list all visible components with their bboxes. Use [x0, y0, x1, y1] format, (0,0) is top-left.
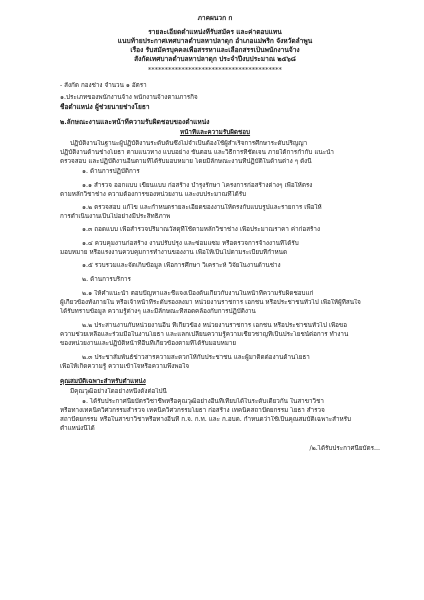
continued-marker: /๒.ได้รับประกาศนียบัตร...: [309, 445, 380, 452]
duty-2-2-c: ของหน่วยงานและปฏิบัติหน้าที่อื่นที่เกี่ยวข้องตามที่ได้รับมอบหมาย: [60, 340, 237, 347]
duty-2-1-b: ผู้เกี่ยวข้องทั้งภายใน หรือเจ้าหน้าที่ระดับรองลงมา หน่วยงานราชการ เอกชน หรือประชาชนทั่วไป เพื่อให้ผู้ที่สนใจ: [60, 299, 361, 306]
duty-1-1-a: ๑.๑ สำรวจ ออกแบบ เขียนแบบ ก่อสร้าง บำรุงรักษา โครงการก่อสร้างต่างๆ เพื่อให้ตรง: [82, 182, 313, 189]
duty-1-2-a: ๑.๒ ตรวจสอบ แก้ไข และกำหนดรายละเอียดของงานให้ตรงกับแบบรูปและรายการ เพื่อให้: [82, 204, 322, 211]
duty-2-3-a: ๒.๓ ประชาสัมพันธ์ข่าวสารความสะดวกให้กับประชาชน และผู้มาติดต่องานด้านโยธา: [82, 354, 310, 361]
qualifications-intro: มีคุณวุฒิอย่างใดอย่างหนึ่งดังต่อไปนี้: [70, 388, 167, 395]
employee-type: ๑.ประเภทของพนักงานจ้าง พนักงานจ้างตามภารกิจ: [60, 94, 198, 101]
duty-2-2-b: ความช่วยเหลือและร่วมมือในงานโยธา และแลกเปลี่ยนความรู้ความเชี่ยวชาญที่เป็นประโยชน์ต่อการ ทำงาน: [60, 331, 349, 338]
duties-subheading: หน้าที่และความรับผิดชอบ: [179, 129, 251, 136]
header-line-4: สังกัดเทศบาลตำบลหาปลาดุก ประจำปีงบประมาณ ๒๕๖๘: [134, 55, 296, 63]
position-unit: - สังกัด กองช่าง จำนวน ๑ อัตรา: [60, 82, 147, 89]
duty-1-2-b: การดำเนินงานเป็นไปอย่างมีประสิทธิภาพ: [60, 213, 171, 220]
duty-1-4-a: ๑.๔ ควบคุมงานก่อสร้าง งานปรับปรุง และซ่อมแซม หรือตรวจการจ้างงานที่ได้รับ: [82, 240, 299, 247]
header-line-1: รายละเอียดตำแหน่งที่รับสมัคร และค่าตอบแทน: [148, 28, 282, 36]
header-line-3: เรื่อง รับสมัครบุคคลเพื่อสรรหาและเลือกสรรเป็นพนักงานจ้าง: [130, 46, 300, 54]
duties-intro-1: ปฏิบัติงานในฐานะผู้ปฏิบัติงานระดับต้นซึ่งไม่จำเป็นต้องใช้ผู้สำเร็จการศึกษาระดับปริญญา: [70, 140, 308, 147]
duty-1-3: ๑.๓ ถอดแบบ เพื่อสำรวจปริมาณวัสดุที่ใช้ตามหลักวิชาช่าง เพื่อประมาณราคา ค่าก่อสร้าง: [82, 226, 321, 233]
position-name: ชื่อตำแหน่ง ผู้ช่วยนายช่างโยธา: [60, 103, 150, 111]
duty-2-1-c: ได้รับทราบข้อมูล ความรู้ต่างๆ และมีลักษณะที่สอดคล้องกับการปฏิบัติงาน: [60, 308, 256, 315]
section-services: ๒. ด้านการบริการ: [82, 276, 131, 283]
duty-1-1-b: ตามหลักวิชาช่าง ความต้องการของหน่วยงาน และงบประมาณที่ได้รับ: [60, 191, 247, 198]
qualifications-heading: คุณสมบัติเฉพาะสำหรับตำแหน่ง: [60, 378, 146, 385]
duties-intro-2: ปฏิบัติงานด้านช่างโยธา ตามแนวทาง แบบอย่าง ขั้นตอน และวิธีการที่ชัดเจน ภายใต้การกำกับ แนะนำ: [60, 149, 334, 156]
qualification-1-a: ๑. ได้รับประกาศนียบัตรวิชาชีพหรือคุณวุฒิอย่างอื่นที่เทียบได้ในระดับเดียวกัน ในสาขาวิชา: [82, 398, 324, 405]
qualification-1-c: สถาปัตยกรรม หรือในสาขาวิชาหรือทางอื่นที่ ก.จ. ก.ท. และ ก.อบต. กำหนดว่าใช้เป็นคุณสมบัติเฉพาะสำหรับ: [60, 416, 352, 423]
separator-stars: ****************************************: [148, 67, 282, 74]
qualification-1-d: ตำแหน่งนี้ได้: [60, 425, 95, 432]
duties-intro-3: ตรวจสอบ และปฏิบัติงานอื่นตามที่ได้รับมอบหมาย โดยมีลักษณะงานที่ปฏิบัติในด้านต่าง ๆ ดังนี้: [60, 158, 312, 165]
duty-2-2-a: ๒.๒ ประสานงานกับหน่วยงานอื่น ที่เกี่ยวข้อง หน่วยงานราชการ เอกชน หรือประชาชนทั่วไป เพื่อขอ: [82, 322, 347, 329]
annex-title: ภาคผนวก ก: [197, 14, 233, 22]
duty-1-4-b: มอบหมาย หรือแรงงานควบคุมการทำงานของงาน เพื่อให้เป็นไปตามระเบียบที่กำหนด: [60, 249, 288, 256]
section-operations: ๑. ด้านการปฏิบัติการ: [82, 168, 140, 175]
header-line-2: แนบท้ายประกาศเทศบาลตำบลหาปลาดุก อำเภอแม่พริก จังหวัดลำพูน: [117, 37, 313, 45]
qualification-1-b: หรือทางเทคนิควิศวกรรมสำรวจ เทคนิควิศวกรรมโยธา ก่อสร้าง เทคนิคสถาปัตยกรรม โยธา สำรวจ: [60, 407, 325, 414]
duty-2-1-a: ๒.๑ ให้คำแนะนำ ตอบปัญหาและชี้แจงเบื้องต้นเกี่ยวกับงานในหน้าที่ความรับผิดชอบแก่: [82, 290, 314, 297]
duties-heading: ๒.ลักษณะงานและหน้าที่ความรับผิดชอบของตำแหน่ง: [60, 118, 210, 126]
duty-2-3-b: เพื่อให้เกิดความรู้ ความเข้าใจหรือความพึงพอใจ: [60, 363, 190, 370]
duty-1-5: ๑.๕ รวบรวมและจัดเก็บข้อมูล เพื่อการศึกษา วิเคราะห์ วิจัยในงานด้านช่าง: [82, 262, 281, 269]
